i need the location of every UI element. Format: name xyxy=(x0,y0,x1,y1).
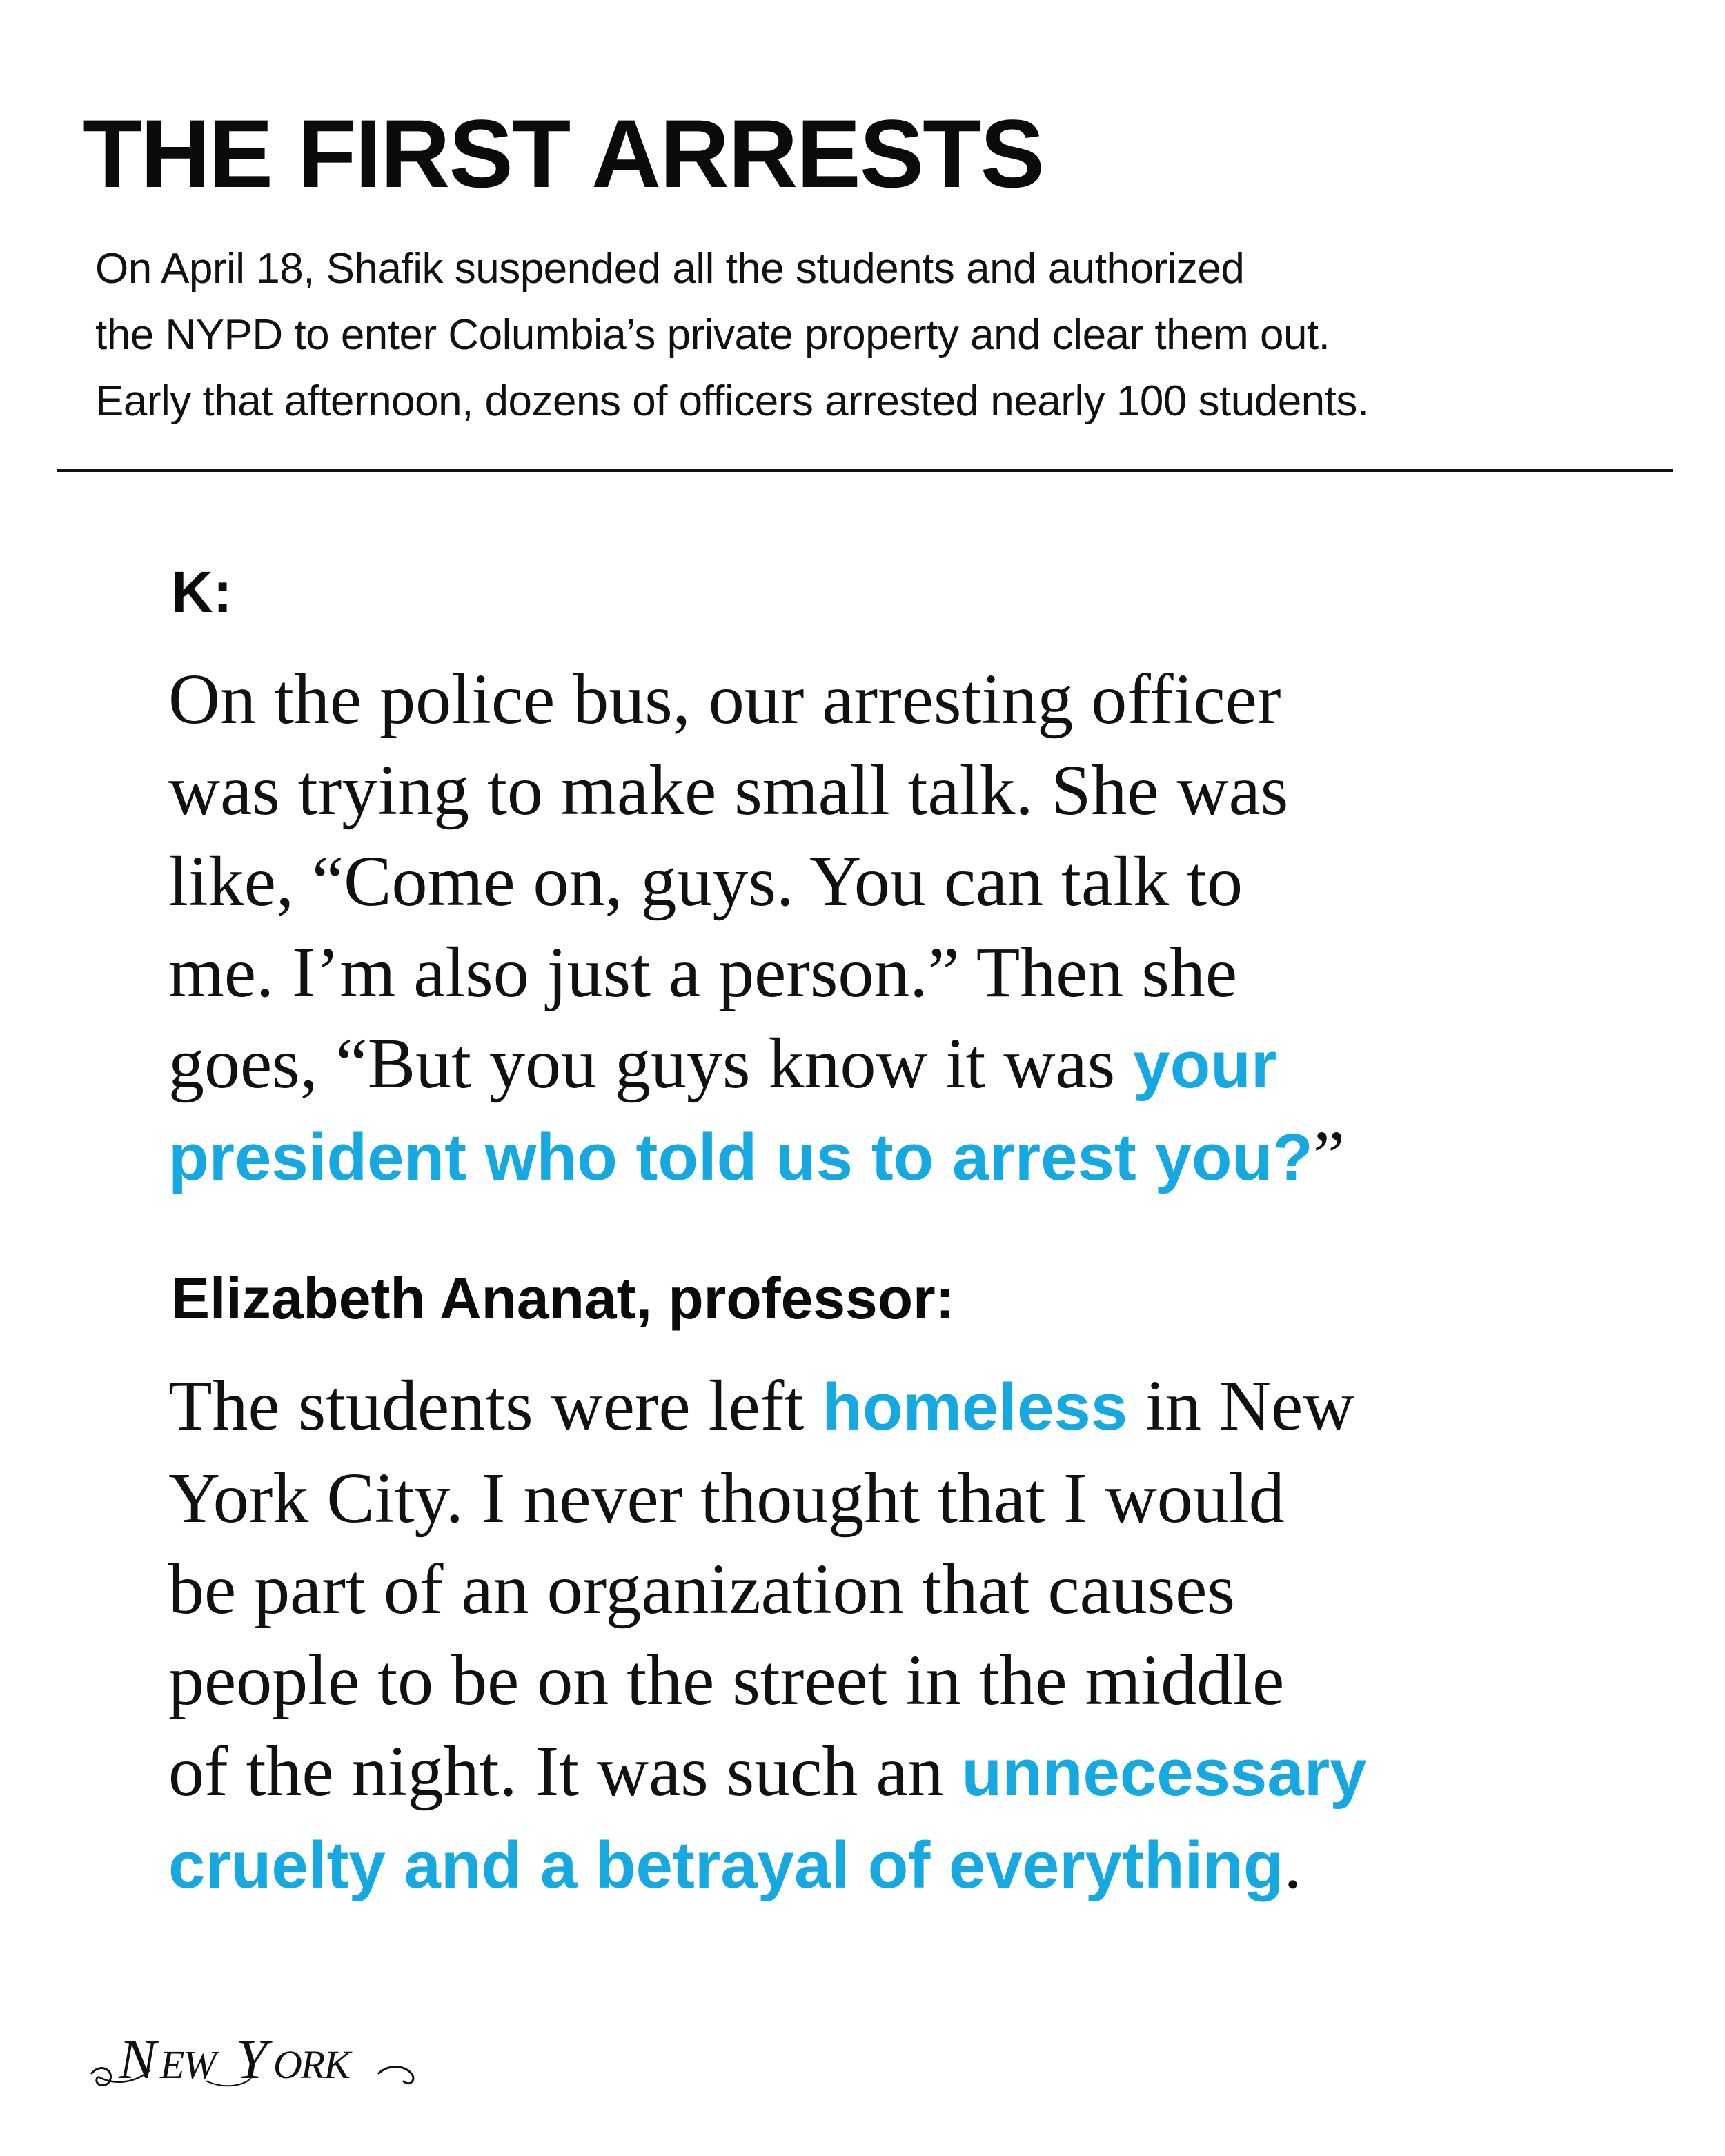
quote-line xyxy=(168,1819,1686,1911)
svg-text:EW: EW xyxy=(160,2042,215,2087)
dek-line: On April 18, Shafik suspended all the students and authorized xyxy=(95,245,1245,293)
svg-text:ORK: ORK xyxy=(273,2042,349,2087)
quote-text: . xyxy=(1283,1824,1302,1903)
svg-text:N: N xyxy=(119,2028,155,2090)
quote-highlight: president who told us to arrest you? xyxy=(168,1120,1313,1194)
quote-line: people to be on the street in the middle xyxy=(168,1641,1285,1720)
quote-line: On the police bus, our arresting officer xyxy=(168,660,1281,739)
speaker-elizabeth-ananat: Elizabeth Ananat, professor: xyxy=(171,1266,955,1331)
dek xyxy=(95,236,1703,435)
quote-highlight: your xyxy=(1133,1028,1277,1102)
new-york-logo xyxy=(88,2020,420,2096)
quote-text: in New xyxy=(1127,1366,1355,1445)
quote-line: was trying to make small talk. She was xyxy=(168,751,1289,830)
quote-line: be part of an organization that causes xyxy=(168,1550,1235,1629)
quote-line: York City. I never thought that I would xyxy=(168,1458,1285,1538)
quote-text: The students were left xyxy=(168,1366,822,1445)
svg-text:Y: Y xyxy=(236,2028,266,2090)
quote-elizabeth-ananat xyxy=(168,1361,1686,1911)
quote-line xyxy=(168,1018,1686,1111)
quote-text: ” xyxy=(1312,1116,1345,1196)
dek-line: Early that afternoon, dozens of officers arrested nearly 100 students. xyxy=(95,377,1369,425)
quote-highlight: unnecessary xyxy=(961,1736,1367,1810)
quote-line: me. I’m also just a person.” Then she xyxy=(168,933,1238,1012)
quote-text: of the night. It was such an xyxy=(168,1732,962,1811)
quote-line xyxy=(168,1726,1686,1819)
quote-k xyxy=(168,654,1686,1203)
quote-line: like, “Come on, guys. You can talk to xyxy=(168,842,1243,921)
quote-text: goes, “But you guys know it was xyxy=(168,1024,1134,1103)
new-york-logo-mark xyxy=(88,2020,420,2096)
speaker-k: K: xyxy=(171,560,233,624)
quote-highlight: homeless xyxy=(822,1370,1128,1444)
divider xyxy=(57,469,1673,472)
quote-line xyxy=(168,1361,1686,1453)
quote-highlight: cruelty and a betrayal of everything xyxy=(168,1828,1284,1902)
quote-line xyxy=(168,1111,1686,1203)
dek-line: the NYPD to enter Columbia’s private property and clear them out. xyxy=(95,311,1330,359)
headline: THE FIRST ARRESTS xyxy=(83,99,1043,208)
